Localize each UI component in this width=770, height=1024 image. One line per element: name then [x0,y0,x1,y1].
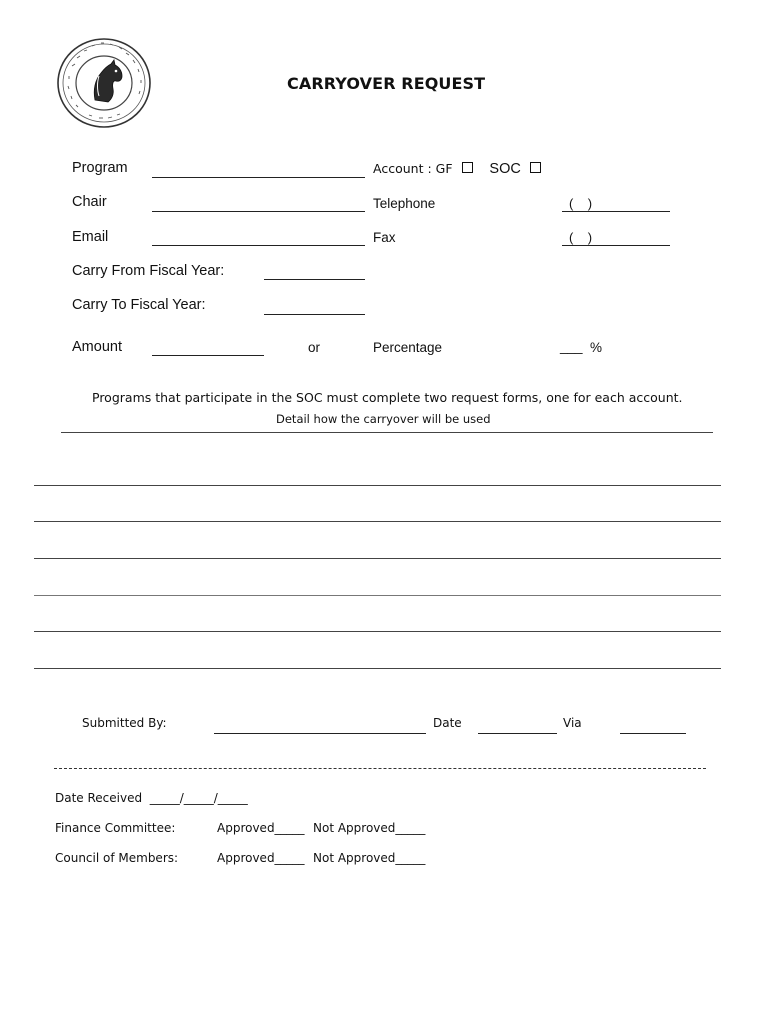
amount-label: Amount [72,339,122,355]
detail-line-6[interactable] [34,668,721,669]
horse-seal-icon [55,36,153,130]
email-field[interactable] [152,245,365,246]
fax-label: Fax [373,230,396,245]
percentage-label: Percentage [373,340,443,355]
date-field[interactable] [478,733,557,734]
amount-field[interactable] [152,355,264,356]
detail-line-2[interactable] [34,521,721,522]
telephone-label: Telephone [373,196,436,211]
soc-label: SOC [489,161,521,177]
program-field[interactable] [152,177,365,178]
council-approved[interactable]: Approved_____ [217,851,305,865]
finance-not-approved[interactable]: Not Approved_____ [313,821,426,835]
account-gf-label: Account : GF [373,161,453,176]
carry-to-label: Carry To Fiscal Year: [72,297,206,313]
chair-label: Chair [72,194,107,210]
detail-line-3[interactable] [34,558,721,559]
percent-sign: % [590,340,603,355]
page-title: CARRYOVER REQUEST [287,74,486,93]
carry-from-label: Carry From Fiscal Year: [72,263,225,279]
finance-approved[interactable]: Approved_____ [217,821,305,835]
council-not-approved[interactable]: Not Approved_____ [313,851,426,865]
carry-from-field[interactable] [264,279,365,280]
detail-line-1[interactable] [34,485,721,486]
date-label: Date [433,716,462,730]
council-label: Council of Members: [55,851,179,865]
detail-line-4[interactable] [34,595,721,596]
submitted-by-label: Submitted By: [82,716,167,730]
account-row [373,160,541,180]
via-field[interactable] [620,733,686,734]
organization-seal [55,36,153,130]
soc-note: Programs that participate in the SOC must complete two request forms, one for each account. [92,390,683,405]
fax-area-code: ( ) [569,230,593,245]
office-use-separator [54,768,706,769]
program-label: Program [72,160,128,176]
or-label: or [308,340,321,355]
submitted-by-field[interactable] [214,733,426,734]
percentage-field[interactable]: ___ [560,339,583,354]
carry-to-field[interactable] [264,314,365,315]
via-label: Via [563,716,582,730]
soc-checkbox[interactable] [530,162,541,173]
detail-label: Detail how the carryover will be used [276,412,491,426]
finance-committee-label: Finance Committee: [55,821,176,835]
date-received: Date Received _____/_____/_____ [55,791,248,805]
chair-field[interactable] [152,211,365,212]
fax-field[interactable] [562,245,670,246]
detail-line-5[interactable] [34,631,721,632]
telephone-area-code: ( ) [569,196,593,211]
email-label: Email [72,229,109,245]
gf-checkbox[interactable] [462,162,473,173]
telephone-field[interactable] [562,211,670,212]
detail-header-rule [61,432,713,433]
